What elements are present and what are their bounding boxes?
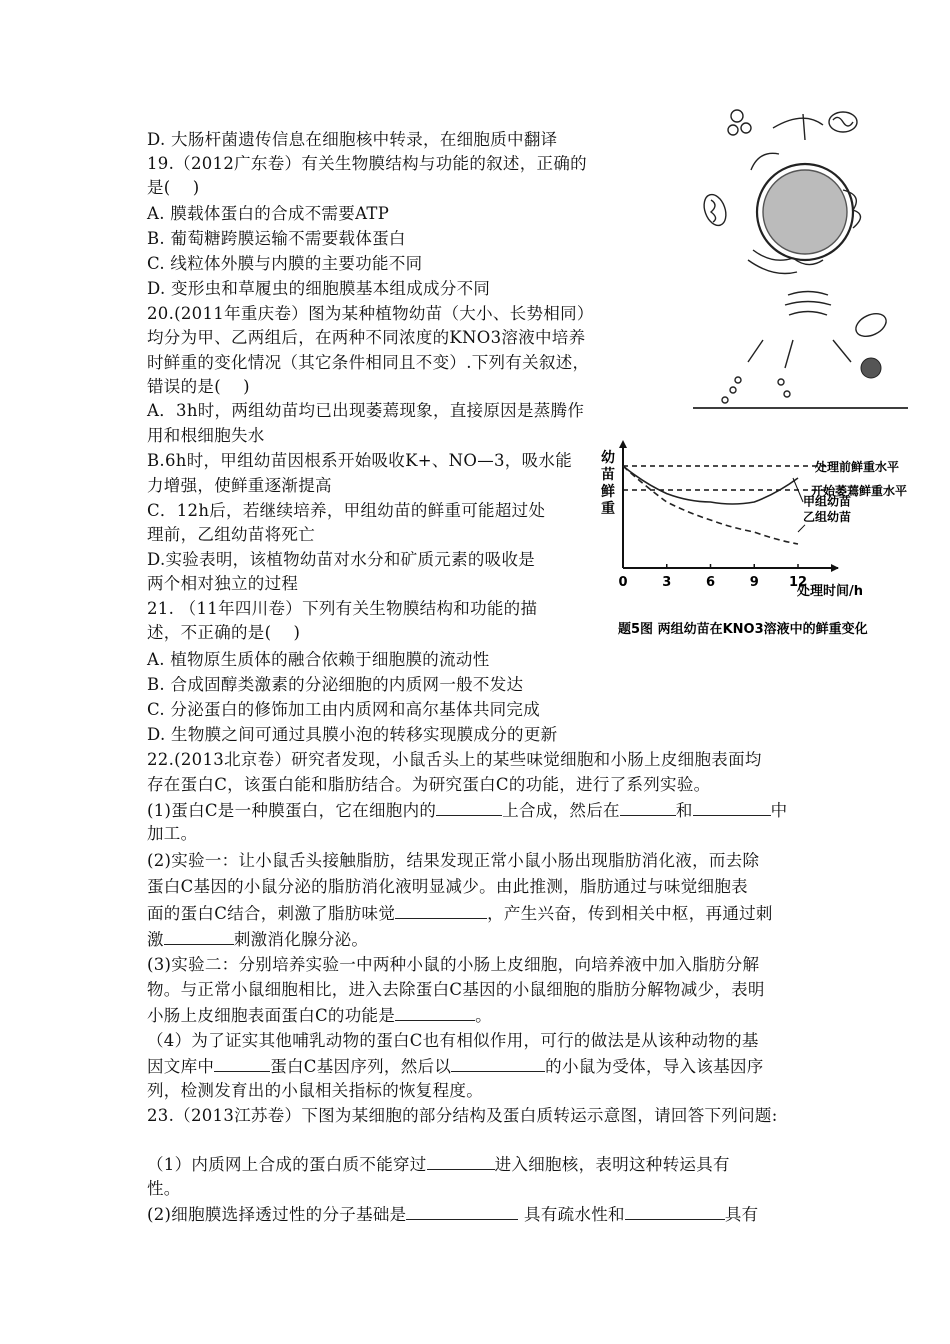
q22-part3: (3)实验二：分别培养实验一中两种小鼠的小肠上皮细胞，向培养液中加入脂肪分解: [147, 955, 760, 974]
arrow-path: [833, 340, 851, 362]
vesicle-shape: [722, 397, 728, 403]
mitochondrion-crista: [833, 117, 853, 126]
x-tick-label: 12: [788, 575, 808, 590]
answer-blank[interactable]: [395, 1003, 475, 1021]
y-axis-label: 幼: [601, 450, 615, 466]
text-line: B.6h时，甲组幼苗因根系开始吸收K+、NO—3，吸水能: [147, 451, 573, 470]
y-axis-label: 鲜: [601, 484, 615, 500]
q23-part1: （1）内质网上合成的蛋白质不能穿过 进入细胞核，表明这种转运具有: [147, 1152, 730, 1177]
answer-blank[interactable]: [395, 901, 487, 919]
answer-blank[interactable]: [625, 1202, 725, 1220]
reference-line-label: 开始萎蔫鲜重水平: [811, 484, 908, 498]
text-line: A．3h时，两组幼苗均已出现萎蔫现象，直接原因是蒸腾作: [147, 401, 585, 420]
q22-part4-cont: 因文库中 蛋白C基因序列，然后以 的小鼠为受体，导入该基因序: [147, 1054, 764, 1079]
q22-part2-cont: 蛋白C基因的小鼠分泌的脂肪消化液明显减少。由此推测，脂肪通过与味觉细胞表: [147, 877, 748, 896]
text-line: D. 大肠杆菌遗传信息在细胞核中转录，在细胞质中翻译: [147, 130, 558, 149]
text-line: 力增强，使鲜重逐渐提高: [147, 476, 332, 495]
text-line: B. 葡萄糖跨膜运输不需要载体蛋白: [147, 229, 406, 248]
text-line: D.实验表明，该植物幼苗对水分和矿质元素的吸收是: [147, 550, 536, 569]
mitochondrion-crista: [711, 200, 716, 222]
vesicle-shape: [731, 110, 743, 122]
q22-part2-cont: 激 刺激消化腺分泌。: [147, 927, 368, 952]
er-membrane: [748, 260, 797, 274]
x-tick-label: 6: [705, 575, 716, 590]
x-axis-arrow: [831, 564, 839, 572]
text-line: 是( ): [147, 178, 200, 197]
text-line: 错误的是( ): [147, 377, 250, 396]
vesicle-shape: [784, 391, 790, 397]
text-line: B. 合成固醇类激素的分泌细胞的内质网一般不发达: [147, 675, 524, 694]
q22-part4-cont: 列，检测发育出的小鼠相关指标的恢复程度。: [147, 1081, 483, 1100]
cell-structure-figure: [693, 100, 913, 418]
golgi-membrane: [788, 292, 828, 296]
q22-part3-cont: 小肠上皮细胞表面蛋白C的功能是 。: [147, 1003, 492, 1028]
text-line: C. 线粒体外膜与内膜的主要功能不同: [147, 254, 423, 273]
mitochondrion-shape: [852, 309, 889, 341]
text-line: 19.（2012广东卷）有关生物膜结构与功能的叙述，正确的: [147, 154, 587, 173]
series-line: [623, 466, 798, 544]
answer-blank[interactable]: [427, 1152, 495, 1170]
arrow-path: [785, 340, 793, 368]
answer-blank[interactable]: [620, 798, 676, 816]
text-line: A. 膜载体蛋白的合成不需要ATP: [147, 204, 390, 223]
text-line: A. 植物原生质体的融合依赖于细胞膜的流动性: [147, 650, 490, 669]
x-axis-label: 处理时间/h: [796, 584, 863, 599]
text-line: C. 分泌蛋白的修饰加工由内质网和高尔基体共同完成: [147, 700, 541, 719]
x-tick-label: 3: [662, 575, 672, 590]
vesicle-shape: [735, 377, 741, 383]
q22-part1-cont: 加工。: [147, 824, 198, 843]
text-line: 20.(2011年重庆卷）图为某种植物幼苗（大小、长势相同）: [147, 304, 594, 323]
q22-part4: （4）为了证实其他哺乳动物的蛋白C也有相似作用，可行的做法是从该种动物的基: [147, 1031, 759, 1050]
text-line: 用和根细胞失水: [147, 426, 265, 445]
golgi-membrane: [789, 312, 827, 316]
vesicle-shape: [741, 123, 751, 133]
q23-title: 23.（2013江苏卷）下图为某细胞的部分结构及蛋白质转运示意图，请回答下列问题:: [147, 1106, 778, 1125]
vesicle-shape: [728, 125, 738, 135]
answer-blank[interactable]: [164, 927, 234, 945]
mitochondrion-shape: [700, 192, 730, 229]
text-line: 22.(2013北京卷）研究者发现，小鼠舌头上的某些味觉细胞和小肠上皮细胞表面均: [147, 750, 762, 769]
text-line: D. 生物膜之间可通过具膜小泡的转移实现膜成分的更新: [147, 725, 558, 744]
text-line: 均分为甲、乙两组后，在两种不同浓度的KNO3溶液中培养: [147, 328, 586, 347]
q22-part3-cont: 物。与正常小鼠细胞相比，进入去除蛋白C基因的小鼠细胞的脂肪分解物减少，表明: [147, 980, 765, 999]
fresh-weight-chart: [598, 440, 938, 640]
answer-blank[interactable]: [406, 1202, 518, 1220]
y-axis-arrow: [619, 440, 627, 448]
answer-blank[interactable]: [693, 798, 771, 816]
series-label: 乙组幼苗: [803, 510, 852, 525]
text-line: 21. （11年四川卷）下列有关生物膜结构和功能的描: [147, 599, 538, 618]
answer-blank[interactable]: [436, 798, 502, 816]
answer-blank[interactable]: [214, 1054, 270, 1072]
q23-part2: (2)细胞膜选择透过性的分子基础是 具有疏水性和 具有: [147, 1202, 758, 1227]
text-line: C．12h后，若继续培养，甲组幼苗的鲜重可能超过处: [147, 501, 546, 520]
q22-part2: (2)实验一：让小鼠舌头接触脂肪，结果发现正常小鼠小肠出现脂肪消化液，而去除: [147, 851, 760, 870]
series-label: 甲组幼苗: [803, 494, 852, 509]
series-line: [623, 466, 798, 504]
x-tick-label: 9: [749, 575, 759, 590]
q22-part1: (1)蛋白C是一种膜蛋白，它在细胞内的 上合成，然后在 和 中: [147, 798, 787, 823]
chart-caption: 题5图 两组幼苗在KNO3溶液中的鲜重变化: [618, 622, 868, 637]
text-line: 述，不正确的是( ): [147, 623, 301, 642]
y-axis-label: 苗: [601, 467, 615, 483]
q22-part2-cont: 面的蛋白C结合，刺激了脂肪味觉 ，产生兴奋，传到相关中枢，再通过刺: [147, 901, 773, 926]
nucleus-interior: [763, 170, 847, 254]
golgi-membrane: [785, 302, 831, 306]
reference-line-label: 处理前鲜重水平: [815, 460, 900, 474]
lysosome-shape: [861, 358, 881, 378]
q23-part1-cont: 性。: [147, 1179, 181, 1198]
y-axis-label: 重: [601, 501, 615, 517]
leader-line: [798, 525, 805, 532]
text-line: 理前，乙组幼苗将死亡: [147, 525, 315, 544]
text-line: D. 变形虫和草履虫的细胞膜基本组成成分不同: [147, 279, 491, 298]
vesicle-shape: [778, 379, 784, 385]
arrow-path: [751, 153, 779, 170]
vesicle-shape: [730, 387, 736, 393]
text-line: 时鲜重的变化情况（其它条件相同且不变）.下列有关叙述，: [147, 353, 590, 372]
answer-blank[interactable]: [451, 1054, 545, 1072]
arrow-path: [773, 118, 823, 128]
arrow-path: [748, 340, 763, 362]
x-tick-label: 0: [618, 575, 628, 590]
text-line: 两个相对独立的过程: [147, 574, 299, 593]
text-line: 存在蛋白C，该蛋白能和脂肪结合。为研究蛋白C的功能，进行了系列实验。: [147, 775, 711, 794]
